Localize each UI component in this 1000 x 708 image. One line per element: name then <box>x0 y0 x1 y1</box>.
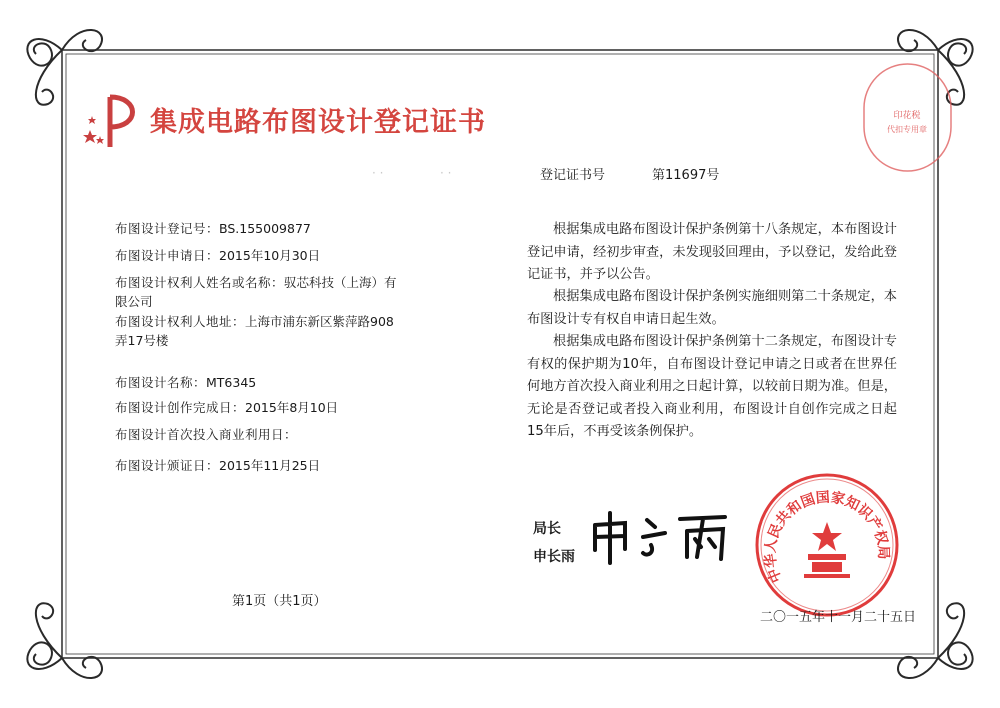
field-owner-name: 布图设计权利人姓名或名称：驭芯科技（上海）有 <box>115 275 397 290</box>
field-reg-no: 布图设计登记号：BS.155009877 <box>115 221 311 236</box>
svg-text:中华人民共和国国家知识产权局: 中华人民共和国国家知识产权局 <box>762 489 892 585</box>
field-owner-addr: 布图设计权利人地址：上海市浦东新区紫萍路908 <box>115 314 394 329</box>
field-issue-date: 布图设计颁证日：2015年11月25日 <box>115 458 321 473</box>
field-first-use: 布图设计首次投入商业利用日： <box>115 427 298 442</box>
certificate-title: 集成电路布图设计登记证书 <box>150 107 486 138</box>
svg-text:代扣专用章: 代扣专用章 <box>887 125 927 134</box>
field-create-date: 布图设计创作完成日：2015年8月10日 <box>115 400 339 415</box>
tax-stamp <box>860 60 955 175</box>
svg-text:印花税: 印花税 <box>893 111 921 121</box>
cert-number-value: 第11697号 <box>652 168 720 183</box>
official-seal <box>752 470 902 620</box>
field-owner-addr-cont: 弄17号楼 <box>115 333 169 348</box>
signature-name: 申长雨 <box>533 549 575 565</box>
cert-number-label: 登记证书号 <box>540 168 606 183</box>
field-owner-name-cont: 限公司 <box>115 294 153 309</box>
paragraph-3: 根据集成电路布图设计保护条例第十二条规定，布图设计专有权的保护期为10年，自布图设计登记申请之日或者在世界任何地方首次投入商业利用之日起计算，以较前日期为准。但是，无论是否登记或者投入商业利用，布图设计自创作完成之日起15年后，不再受该条例保护。 <box>527 334 897 439</box>
signature-role: 局长 <box>533 521 561 537</box>
page-number: 第1页（共1页） <box>232 594 327 609</box>
handwritten-signature <box>585 505 735 565</box>
paragraph-1: 根据集成电路布图设计保护条例第十八条规定，本布图设计登记申请，经初步审查，未发现驳回理由，予以登记，发给此登记证书，并予以公告。 <box>527 222 897 282</box>
ip-logo-icon <box>80 92 150 152</box>
field-apply-date: 布图设计申请日：2015年10月30日 <box>115 248 321 263</box>
paragraph-2: 根据集成电路布图设计保护条例实施细则第二十条规定，本布图设计专有权自申请日起生效。 <box>527 289 897 327</box>
issue-date-chinese: 二〇一五年十一月二十五日 <box>760 610 917 625</box>
field-design-name: 布图设计名称：MT6345 <box>115 375 257 390</box>
